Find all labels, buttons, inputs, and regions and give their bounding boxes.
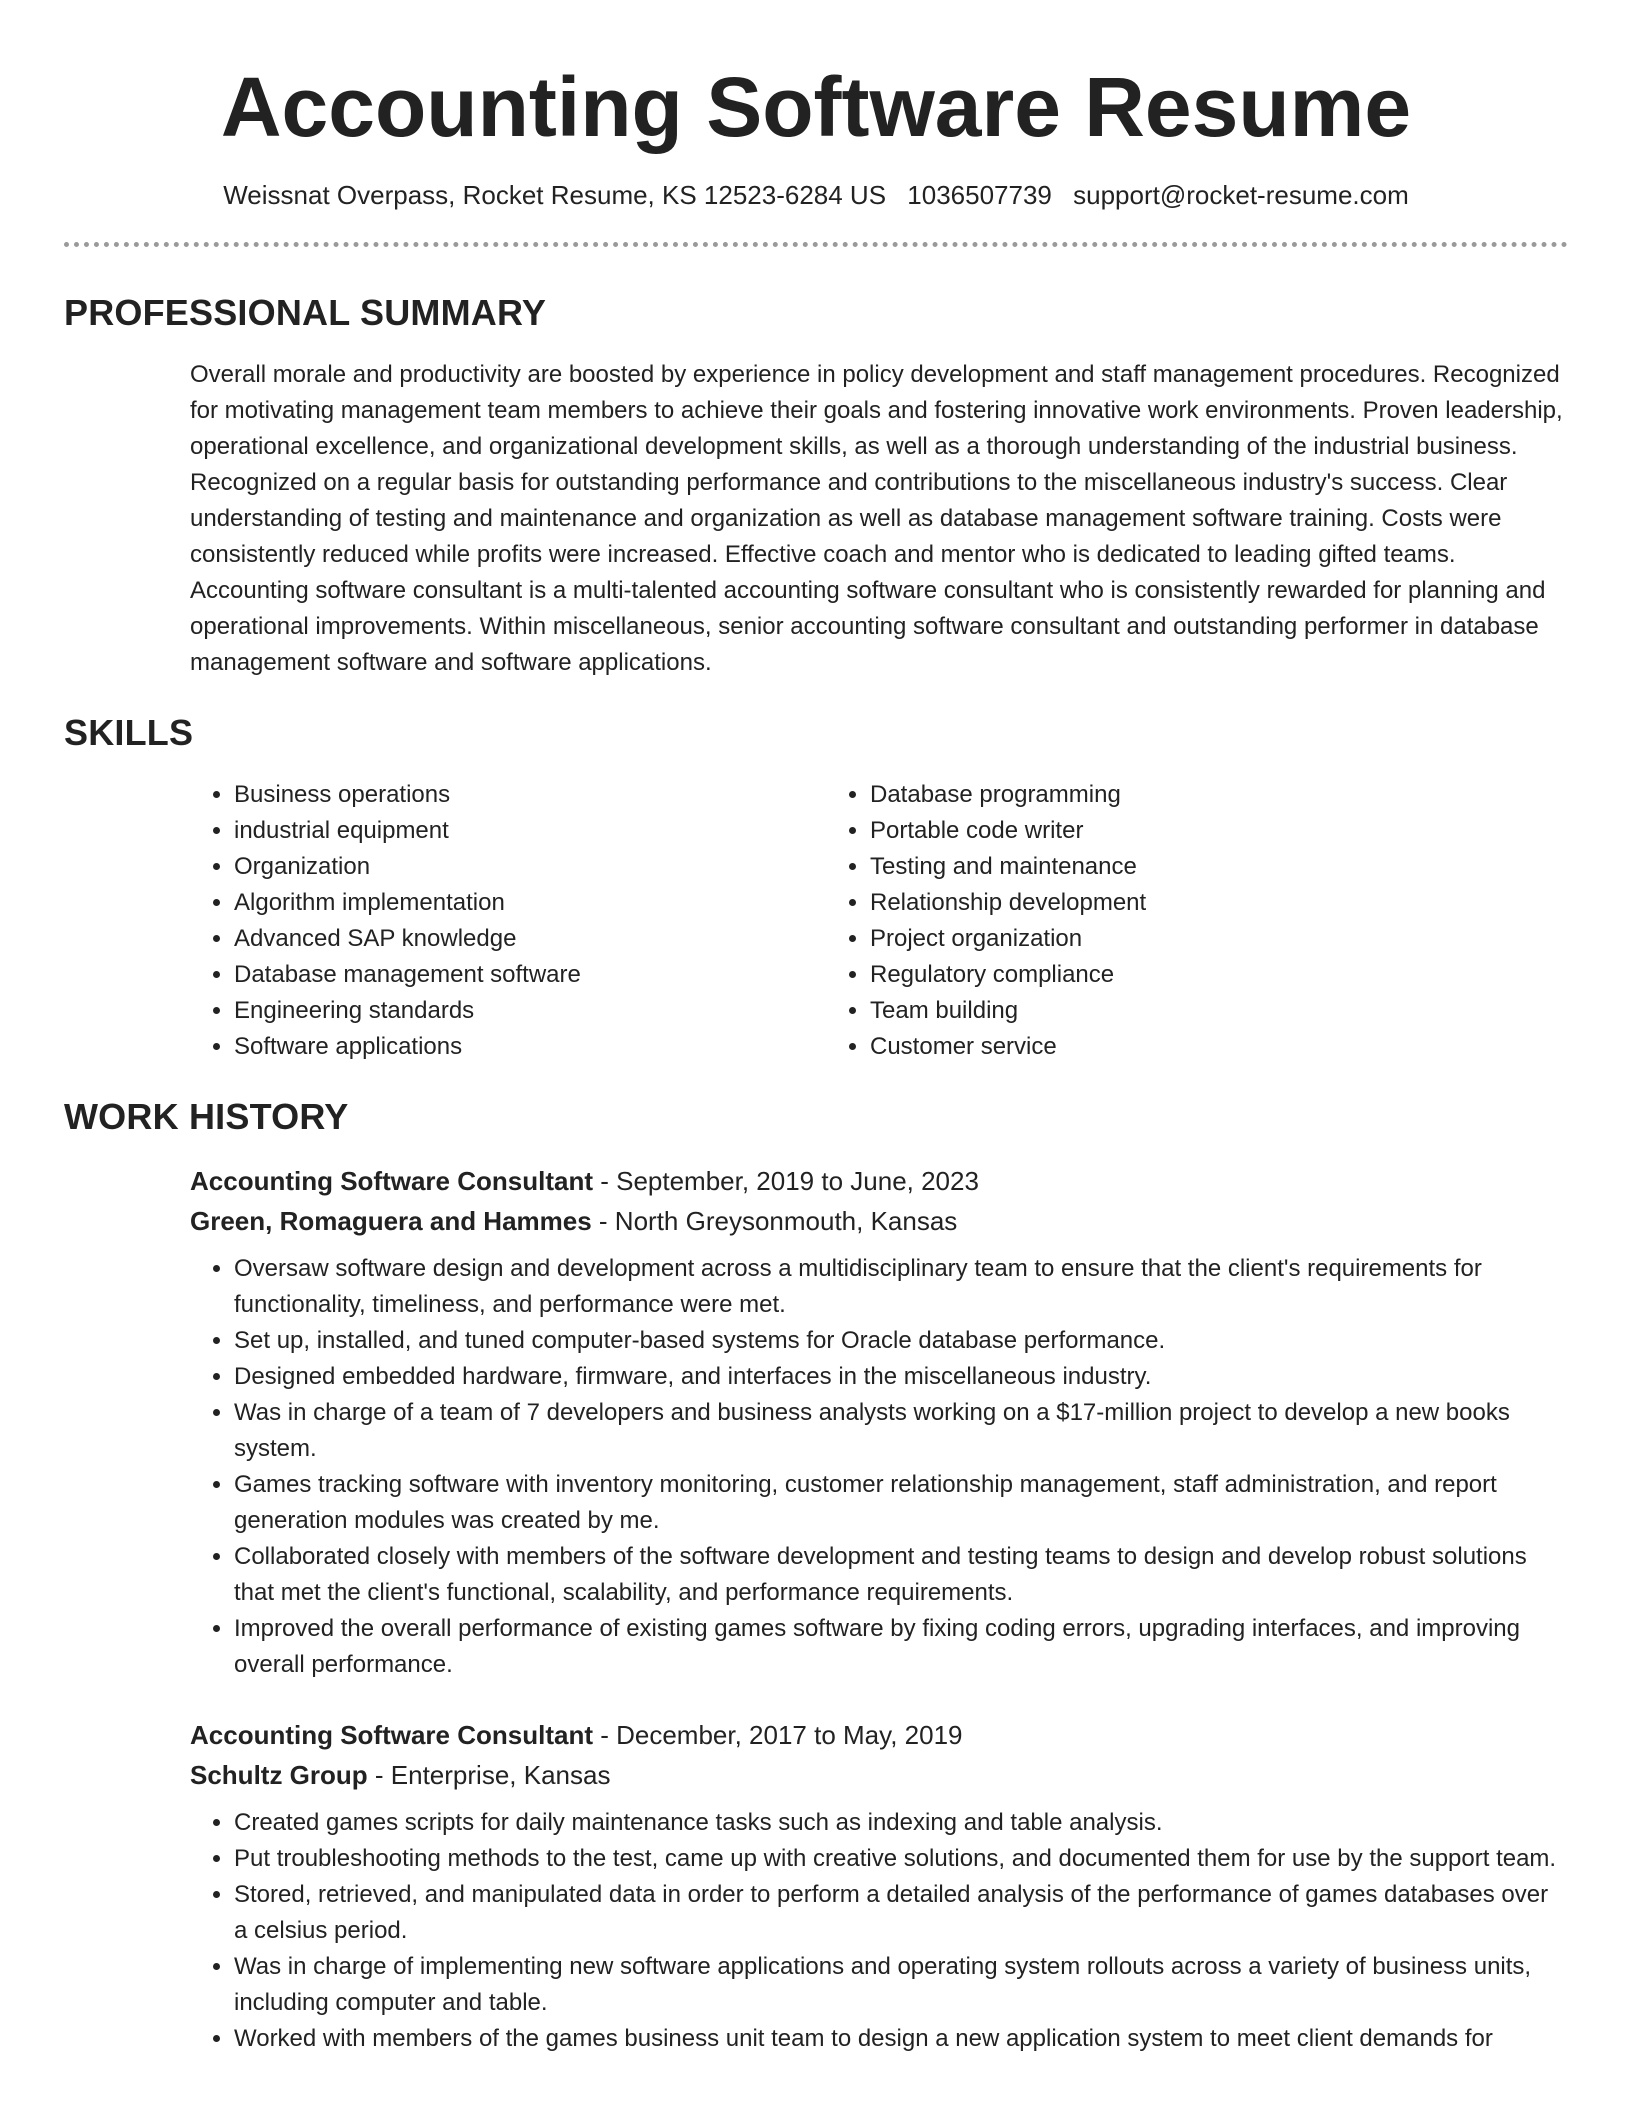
duty-item: • Games tracking software with inventory monitoring, customer relationship management, staff administration, and report generation modules was created by me. [234, 1467, 1568, 1539]
skill-item: • Algorithm implementation [234, 885, 826, 921]
job-duties [190, 1251, 1568, 1683]
job-company-line [190, 1201, 1568, 1241]
skill-item: • Project organization [870, 921, 1462, 957]
duty-item: • Set up, installed, and tuned computer-based systems for Oracle database performance. [234, 1323, 1568, 1359]
skill-item: • Database management software [234, 957, 826, 993]
duty-item: • Put troubleshooting methods to the test, came up with creative solutions, and documented them for use by the support team. [234, 1841, 1568, 1877]
skill-item: • Organization [234, 849, 826, 885]
skills-column-right [826, 777, 1462, 1065]
contact-line [64, 178, 1568, 212]
skill-item: • Database programming [870, 777, 1462, 813]
summary-heading: PROFESSIONAL SUMMARY [64, 292, 547, 333]
job-title: Accounting Software Consultant [190, 1166, 593, 1196]
skills-heading: SKILLS [64, 712, 194, 753]
duty-item: • Designed embedded hardware, firmware, and interfaces in the miscellaneous industry. [234, 1359, 1568, 1395]
summary-text: Overall morale and productivity are boosted by experience in policy development and staff management procedures. Recognized for motivating management team members to achieve their goals and fostering innovative work environments. Proven leadership, operational excellence, and organizational development skills, as well as a thorough understanding of the industrial business. Recognized on a regular basis for outstanding performance and contributions to the miscellaneous industry's success. Clear understanding of testing and maintenance and organization as well as database management software training. Costs were consistently reduced while profits were increased. Effective coach and mentor who is dedicated to leading gifted teams. Accounting software consultant is a multi-talented accounting software consultant who is consistently rewarded for planning and operational improvements. Within miscellaneous, senior accounting software consultant and outstanding performer in database management software and software applications. [190, 361, 1563, 676]
job-title-line [190, 1715, 1568, 1755]
skill-item: • Engineering standards [234, 993, 826, 1029]
skill-item: • Software applications [234, 1029, 826, 1065]
duty-item: • Stored, retrieved, and manipulated data in order to perform a detailed analysis of the performance of games databases over a celsius period. [234, 1877, 1568, 1949]
skills-column-left [190, 777, 826, 1065]
duty-item: • Was in charge of a team of 7 developers and business analysts working on a $17-million project to develop a new books system. [234, 1395, 1568, 1467]
job-duties [190, 1805, 1568, 2057]
job-company: Schultz Group [190, 1760, 368, 1790]
skills-list [190, 777, 1568, 1065]
job-location: - Enterprise, Kansas [367, 1760, 611, 1790]
skill-item: • Regulatory compliance [870, 957, 1462, 993]
contact-address: Weissnat Overpass, Rocket Resume, KS 12523-6284 US [223, 180, 887, 210]
job-title: Accounting Software Consultant [190, 1720, 593, 1750]
duty-item: • Collaborated closely with members of the software development and testing teams to design and develop robust solutions that met the client's functional, scalability, and performance requirements. [234, 1539, 1568, 1611]
job-entry [190, 1161, 1568, 1683]
header-divider [64, 242, 1568, 247]
skill-item: • Customer service [870, 1029, 1462, 1065]
job-company: Green, Romaguera and Hammes [190, 1206, 592, 1236]
duty-item: • Worked with members of the games business unit team to design a new application system to meet client demands for [234, 2021, 1568, 2057]
contact-phone: 1036507739 [907, 180, 1052, 210]
skill-item: • Business operations [234, 777, 826, 813]
job-company-line [190, 1755, 1568, 1795]
skill-item: • Relationship development [870, 885, 1462, 921]
job-location: - North Greysonmouth, Kansas [591, 1206, 958, 1236]
duty-item: • Was in charge of implementing new software applications and operating system rollouts across a variety of business units, including computer and table. [234, 1949, 1568, 2021]
job-title-line [190, 1161, 1568, 1201]
skill-item: • Testing and maintenance [870, 849, 1462, 885]
job-dates: - September, 2019 to June, 2023 [593, 1166, 979, 1196]
duty-item: • Created games scripts for daily maintenance tasks such as indexing and table analysis. [234, 1805, 1568, 1841]
contact-email: support@rocket-resume.com [1073, 180, 1409, 210]
skill-item: • Team building [870, 993, 1462, 1029]
skill-item: • Advanced SAP knowledge [234, 921, 826, 957]
duty-item: • Improved the overall performance of existing games software by fixing coding errors, upgrading interfaces, and improving overall performance. [234, 1611, 1568, 1683]
duty-item: • Oversaw software design and development across a multidisciplinary team to ensure that the client's requirements for functionality, timeliness, and performance were met. [234, 1251, 1568, 1323]
job-entry [190, 1715, 1568, 2057]
skill-item: • industrial equipment [234, 813, 826, 849]
skill-item: • Portable code writer [870, 813, 1462, 849]
work-history-heading: WORK HISTORY [64, 1096, 349, 1137]
resume-title: Accounting Software Resume [220, 60, 1412, 154]
job-dates: - December, 2017 to May, 2019 [593, 1720, 963, 1750]
